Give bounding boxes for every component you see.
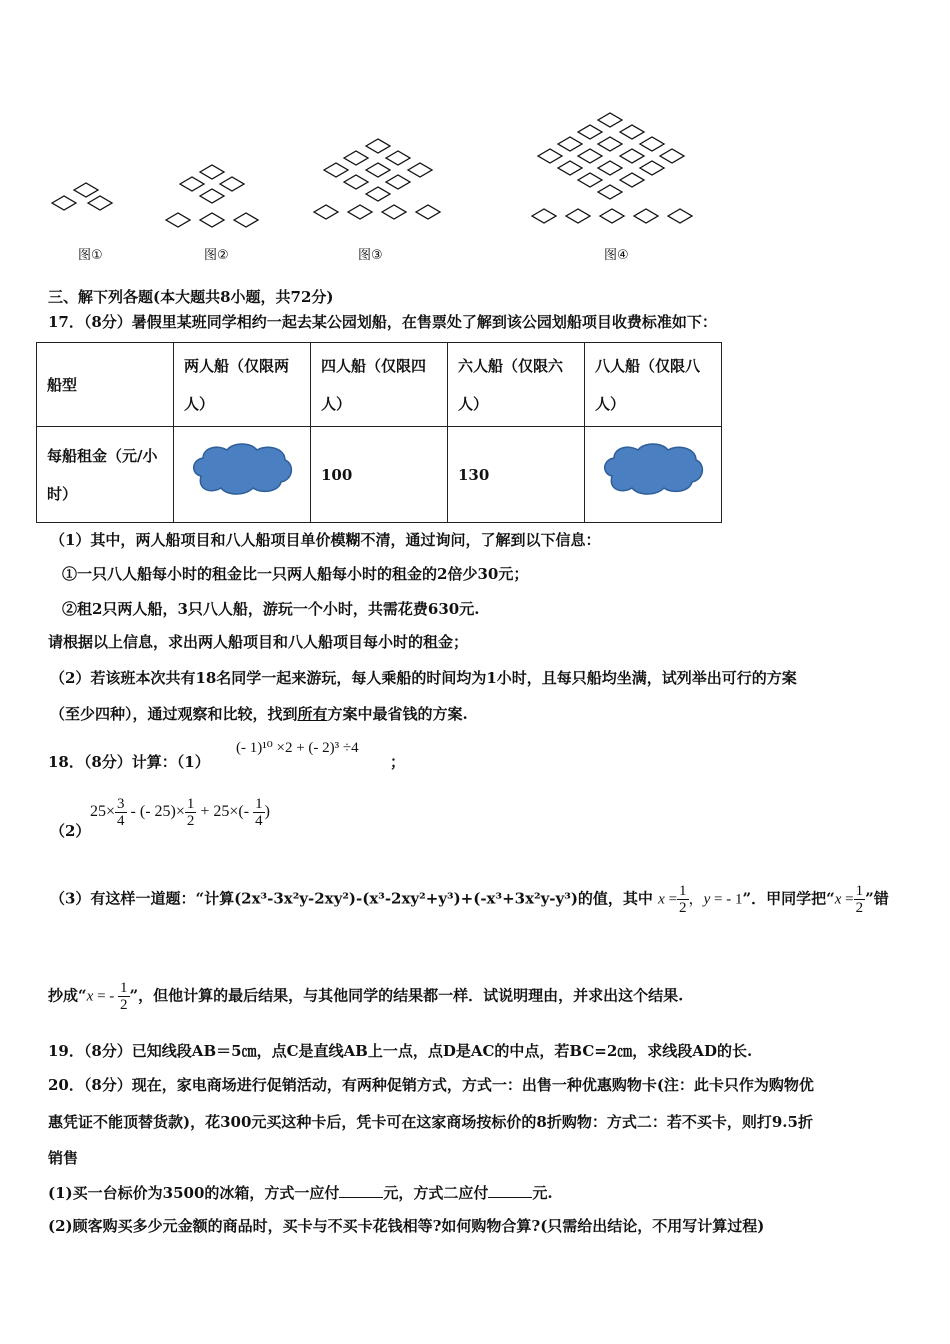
table-cell: 六人船（仅限六人）	[448, 343, 585, 427]
diamond-shape	[668, 209, 692, 223]
q17-part1-intro: （1）其中，两人船项目和八人船项目单价模糊不清，通过询问，了解到以下信息：	[50, 531, 601, 549]
blurred-price-cloud	[598, 438, 708, 498]
figure-label-1: 图①	[78, 248, 103, 263]
diamond-shape	[598, 161, 622, 175]
diamond-shape	[640, 137, 664, 151]
q18-part3-line1: （3）有这样一道题：“计算(2x³-3x²y-2xy²)-(x³-2xy²+y³)+(-x³+3x²y-y³)的值，其中 x = $\frac{1}{2}$ ，y = - 1”．甲同学把“x = $\frac{1}{2}$ ”错	[50, 883, 889, 916]
diamond-shape	[234, 213, 258, 227]
diamond-shape	[382, 205, 406, 219]
q18-expr1: (- 1)¹⁰ ×2 + (- 2)³ ÷4	[236, 740, 359, 756]
figure-label-3: 图③	[358, 248, 383, 263]
diamond-shape	[660, 149, 684, 163]
diamond-shape	[200, 189, 224, 203]
pattern-figures	[0, 100, 950, 270]
diamond-shape	[220, 177, 244, 191]
q20-line3: 销售	[48, 1149, 79, 1167]
diamond-shape	[408, 163, 432, 177]
q17-info2: ②租2只两人船，3只八人船，游玩一个小时，共需花费630元.	[62, 600, 480, 618]
diamond-shape	[180, 177, 204, 191]
diamond-shape	[166, 213, 190, 227]
diamond-shape	[416, 205, 440, 219]
q18-part3-line2: 抄成“x = - $\frac{1}{2}$ ”，但他计算的最后结果，与其他同学的结果都一样．试说明理由，并求出这个结果.	[48, 980, 684, 1013]
diamond-shape	[386, 175, 410, 189]
diamond-shape	[598, 113, 622, 127]
diamond-shape	[366, 139, 390, 153]
q17-part2-line2: （至少四种），通过观察和比较，找到所有方案中最省钱的方案.	[50, 705, 468, 723]
diamond-shape	[366, 163, 390, 177]
q18-expr2: 25× $\frac{3}{4}$ - (- 25)× $\frac{1}{2}$ + 25×(- $\frac{1}{4}$ )	[90, 796, 270, 829]
q18-label: 18．（8分）计算：（1）	[48, 753, 210, 771]
table-row	[37, 427, 722, 523]
q20-line1: 20．（8分）现在，家电商场进行促销活动，有两种促销方式，方式一：出售一种优惠购物卡(注：此卡只作为购物优	[48, 1076, 814, 1094]
q17-stem: 17．（8分）暑假里某班同学相约一起去某公园划船，在售票处了解到该公园划船项目收费标准如下：	[48, 313, 717, 331]
q18-part2-label: （2）	[50, 822, 91, 840]
table-cell: 130	[448, 427, 585, 523]
q17-ask1: 请根据以上信息，求出两人船项目和八人船项目每小时的租金；	[48, 633, 469, 651]
answer-blank[interactable]	[339, 1183, 383, 1198]
table-row	[37, 343, 722, 427]
diamond-shape	[344, 175, 368, 189]
figure-label-2: 图②	[204, 248, 229, 263]
diamond-shape	[386, 151, 410, 165]
diamond-shape	[620, 125, 644, 139]
q20-part2: (2)顾客购买多少元金额的商品时，买卡与不买卡花钱相等?如何购物合算?(只需给出结论，不用写计算过程)	[48, 1217, 765, 1235]
q20-line2: 惠凭证不能顶替货款)，花300元买这种卡后，凭卡可在这家商场按标价的8折购物：方式二：若不买卡，则打9.5折	[48, 1113, 813, 1131]
answer-blank[interactable]	[488, 1183, 532, 1198]
diamond-shape	[52, 196, 76, 210]
diamond-shape	[348, 205, 372, 219]
diamond-shape	[634, 209, 658, 223]
table-cell: 四人船（仅限四人）	[311, 343, 448, 427]
diamond-shape	[558, 137, 582, 151]
diamond-shape	[538, 149, 562, 163]
q17-part2-line1: （2）若该班本次共有18名同学一起来游玩，每人乘船的时间均为1小时，且每只船均坐满，试列举出可行的方案	[50, 669, 797, 687]
diamond-shape	[620, 149, 644, 163]
diamond-shape	[566, 209, 590, 223]
blurred-price-cloud	[187, 438, 297, 498]
q19-text: 19．（8分）已知线段AB＝5㎝，点C是直线AB上一点，点D是AC的中点，若BC=2㎝，求线段AD的长.	[48, 1042, 753, 1060]
diamond-shape	[558, 161, 582, 175]
diamond-shape	[578, 173, 602, 187]
diamond-shape	[324, 163, 348, 177]
section-heading: 三、解下列各题(本大题共8小题，共72分)	[48, 288, 334, 306]
table-cell: 八人船（仅限八人）	[585, 343, 722, 427]
diamond-pattern-svg	[0, 100, 950, 270]
diamond-shape	[600, 209, 624, 223]
diamond-shape	[640, 161, 664, 175]
figure-label-4: 图④	[604, 248, 629, 263]
diamond-shape	[88, 196, 112, 210]
diamond-shape	[314, 205, 338, 219]
diamond-shape	[366, 187, 390, 201]
diamond-shape	[200, 165, 224, 179]
table-cell: 两人船（仅限两人）	[174, 343, 311, 427]
table-cell: 100	[311, 427, 448, 523]
diamond-shape	[200, 213, 224, 227]
table-cell: 船型	[37, 343, 174, 427]
table-cell	[174, 427, 311, 523]
q17-info1: ①一只八人船每小时的租金比一只两人船每小时的租金的2倍少30元；	[62, 565, 529, 583]
boat-fee-table	[36, 342, 722, 523]
diamond-shape	[578, 149, 602, 163]
diamond-shape	[598, 137, 622, 151]
diamond-shape	[74, 183, 98, 197]
diamond-shape	[620, 173, 644, 187]
table-cell	[585, 427, 722, 523]
diamond-shape	[598, 185, 622, 199]
table-cell: 每船租金（元/小时）	[37, 427, 174, 523]
q20-part1: (1)买一台标价为3500的冰箱，方式一应付 元，方式二应付 元.	[48, 1184, 553, 1202]
diamond-shape	[578, 125, 602, 139]
q18-semicolon: ；	[390, 753, 406, 771]
diamond-shape	[344, 151, 368, 165]
diamond-shape	[532, 209, 556, 223]
